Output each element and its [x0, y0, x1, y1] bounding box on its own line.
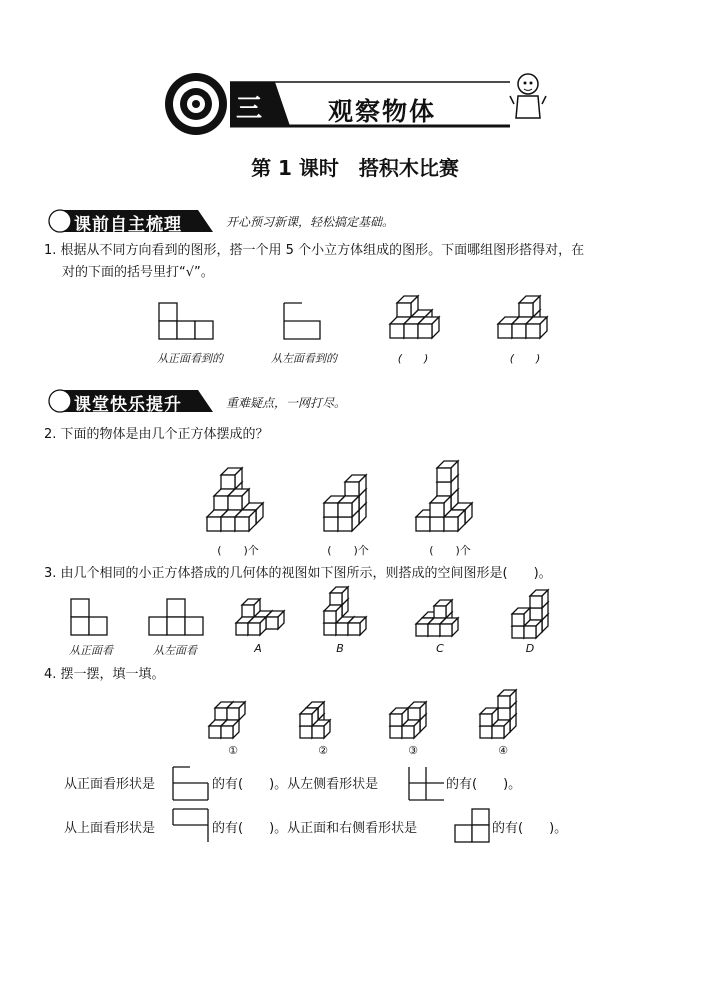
q3-caption-left: 从左面看 — [153, 644, 197, 657]
cube — [437, 461, 458, 482]
question-4: 4. 摆一摆，填一填。 — [44, 667, 165, 682]
section-label: 课前自主梳理 — [74, 215, 182, 235]
cube — [408, 702, 426, 720]
q4-label-3: ③ — [408, 744, 418, 757]
q1-caption-front: 从正面看到的 — [157, 352, 223, 365]
q4-figure-2 — [296, 690, 356, 740]
q3-option-c-label[interactable]: C — [436, 642, 444, 655]
q1-front-view — [158, 302, 218, 342]
q4-figure-3 — [386, 690, 446, 740]
cube — [242, 599, 260, 617]
q4-shape-left — [408, 766, 446, 802]
q4-line1-c[interactable]: 的有( )。 — [446, 777, 522, 792]
lesson-title: 第 1 课时 搭积木比赛 — [251, 156, 459, 180]
q4-label-2: ② — [318, 744, 328, 757]
q2-figure-1 — [205, 455, 285, 535]
section-note: 开心预习新课，轻松搞定基础。 — [226, 215, 395, 229]
q2-answer-1[interactable]: ( )个 — [217, 544, 259, 557]
q4-line2-a: 从上面看形状是 — [64, 821, 156, 836]
cube — [324, 605, 342, 623]
cube — [526, 317, 547, 338]
cube — [418, 317, 439, 338]
cube — [227, 702, 245, 720]
question-1-line2: 对的下面的括号里打“√”。 — [62, 265, 214, 280]
cube — [348, 617, 366, 635]
q3-option-b — [320, 585, 380, 637]
q4-line2-b[interactable]: 的有( )。从正面和右侧看形状是 — [212, 821, 418, 836]
cube — [345, 475, 366, 496]
cube — [434, 600, 452, 618]
unit-number: 三 — [236, 94, 263, 124]
cube — [330, 587, 348, 605]
cube — [397, 296, 418, 317]
cube — [228, 489, 249, 510]
q3-caption-front: 从正面看 — [69, 644, 113, 657]
q3-left-view — [148, 598, 208, 638]
section-label: 课堂快乐提升 — [74, 395, 182, 415]
q3-option-d-label[interactable]: D — [525, 642, 535, 655]
question-2: 2. 下面的物体是由几个正方体摆成的？ — [44, 427, 269, 442]
q4-line1-a: 从正面看形状是 — [64, 777, 156, 792]
cube — [338, 496, 359, 517]
q4-line1-b[interactable]: 的有( )。从左侧看形状是 — [212, 777, 379, 792]
q4-label-4: ④ — [498, 744, 508, 757]
q4-shape-front-right — [454, 808, 492, 844]
q4-figure-4 — [476, 686, 536, 740]
unit-title: 观察物体 — [328, 97, 437, 126]
q4-shape-front — [172, 766, 210, 802]
q3-front-view — [70, 598, 112, 638]
section-header-practice — [48, 386, 218, 416]
q1-left-view — [282, 302, 324, 342]
q3-option-a-label[interactable]: A — [254, 642, 262, 655]
section-note: 重难疑点，一网打尽。 — [226, 396, 347, 410]
q1-answer-b[interactable]: ( ) — [509, 352, 541, 365]
section-header-preview — [48, 206, 218, 236]
q1-option-a — [386, 290, 456, 342]
q1-caption-left: 从左面看到的 — [271, 352, 337, 365]
q4-shape-top — [172, 808, 210, 844]
q3-option-d — [508, 590, 568, 640]
cube — [512, 608, 530, 626]
cube — [480, 708, 498, 726]
cube — [221, 720, 239, 738]
unit-mascot-icon — [508, 68, 548, 128]
cube — [530, 590, 548, 608]
q2-figure-3 — [414, 445, 504, 535]
q2-answer-3[interactable]: ( )个 — [429, 544, 471, 557]
q1-option-b — [494, 290, 564, 342]
cube — [221, 468, 242, 489]
cube — [266, 611, 284, 629]
q2-figure-2 — [322, 455, 382, 535]
cube — [390, 708, 408, 726]
q4-label-1: ① — [228, 744, 238, 757]
q4-line2-c[interactable]: 的有( )。 — [492, 821, 568, 836]
cube — [248, 617, 266, 635]
q4-figure-1 — [205, 688, 265, 740]
q2-answer-2[interactable]: ( )个 — [327, 544, 369, 557]
q3-option-b-label[interactable]: B — [336, 642, 344, 655]
q3-option-c — [412, 598, 482, 638]
question-1-line1: 1. 根据从不同方向看到的图形，搭一个用 5 个小立方体组成的图形。下面哪组图形搭得对，在 — [44, 243, 585, 258]
question-3: 3. 由几个相同的小正方体搭成的几何体的视图如下图所示，则搭成的空间图形是( )。 — [44, 566, 552, 581]
q1-answer-a[interactable]: ( ) — [397, 352, 429, 365]
cube — [519, 296, 540, 317]
cube — [498, 690, 516, 708]
cube — [440, 618, 458, 636]
q3-option-a — [232, 595, 292, 637]
cube — [300, 708, 318, 726]
cube — [430, 496, 451, 517]
cube — [235, 510, 256, 531]
